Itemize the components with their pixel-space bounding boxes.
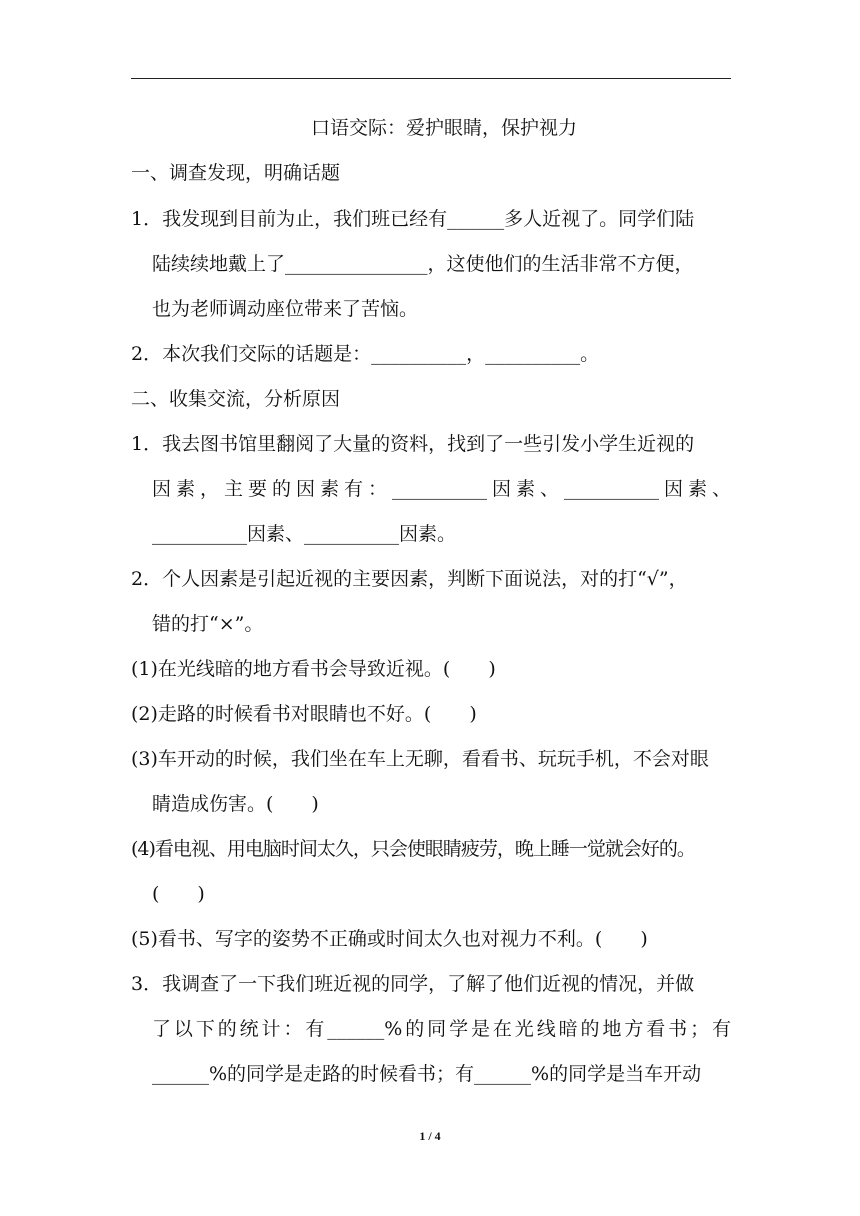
judge-item-4-line2: ( ) xyxy=(152,883,205,905)
s2-q1-line2: 因素，主要的因素有：__________因素、__________因素、 xyxy=(152,478,731,500)
s2-q1-line3: __________因素、__________因素。 xyxy=(152,523,457,545)
page-title: 口语交际：爱护眼睛，保护视力 xyxy=(311,117,578,139)
judge-item-1: (1)在光线暗的地方看书会导致近视。( ) xyxy=(131,658,496,680)
s2-q1-line1: 1．我去图书馆里翻阅了大量的资料，找到了一些引发小学生近视的 xyxy=(131,433,695,455)
s1-q1-line3: 也为老师调动座位带来了苦恼。 xyxy=(152,298,419,320)
s2-q2-line1: 2．个人因素是引起近视的主要因素，判断下面说法，对的打“√”， xyxy=(131,568,688,590)
judge-item-2: (2)走路的时候看书对眼睛也不好。( ) xyxy=(131,703,477,725)
judge-item-3-line1: (3)车开动的时候，我们坐在车上无聊，看看书、玩玩手机，不会对眼 xyxy=(131,748,709,770)
judge-item-5: (5)看书、写字的姿势不正确或时间太久也对视力不利。( ) xyxy=(131,928,648,950)
top-rule xyxy=(131,78,731,79)
judge-item-3-line2: 睛造成伤害。( ) xyxy=(152,793,319,815)
s2-q2-line2: 错的打“×”。 xyxy=(152,613,264,635)
s2-q3-line2: 了以下的统计：有______%的同学是在光线暗的地方看书；有 xyxy=(152,1018,731,1040)
judge-item-4-line1: (4)看电视、用电脑时间太久，只会使眼睛疲劳，晚上睡一觉就会好的。 xyxy=(131,838,695,860)
s1-q1-line2: 陆续续地戴上了_______________，这使他们的生活非常不方便， xyxy=(152,253,694,275)
section2-heading: 二、收集交流，分析原因 xyxy=(131,388,341,410)
page-number: 1 / 4 xyxy=(419,1129,441,1143)
s2-q3-line1: 3．我调查了一下我们班近视的同学，了解了他们近视的情况，并做 xyxy=(131,973,695,995)
s1-q2: 2．本次我们交际的话题是：__________，__________。 xyxy=(131,343,600,365)
s2-q3-line3: ______%的同学是走路的时候看书；有______%的同学是当车开动 xyxy=(152,1063,702,1085)
s1-q1-line1: 1．我发现到目前为止，我们班已经有______多人近视了。同学们陆 xyxy=(131,208,695,230)
section1-heading: 一、调查发现，明确话题 xyxy=(131,162,341,184)
